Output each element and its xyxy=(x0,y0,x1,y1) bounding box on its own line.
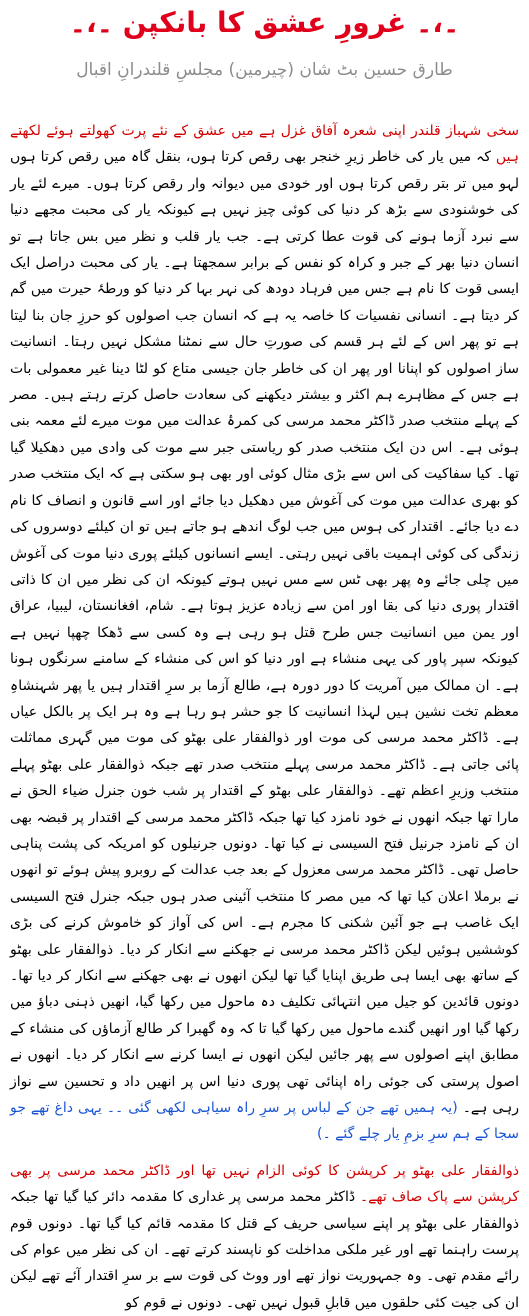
verse-quote: (یہ ہمیں تھے جن کے لباس پر سرِ راہ سیاہی لکھی گئی ۔۔ یہی داغ تھے جو سجا کے ہم سرِ بزمِ یار چلے گئے ۔) xyxy=(10,1100,519,1143)
paragraph-1-lead: سخی شہباز قلندر اپنی شعرہ آفاق غزل ہے میں عشق کے نئے پرت کھولتے ہوئے لکھتے ہیں xyxy=(10,123,520,166)
article-title: ۔،۔ غرورِ عشق کا بانکپن ۔،۔ xyxy=(69,6,460,39)
paragraph-2 xyxy=(10,1158,519,1316)
author-byline: طارق حسین بٹ شان (چیرمین) مجلسِ قلندرانِ اقبال xyxy=(76,60,453,80)
paragraph-divider xyxy=(10,1148,519,1158)
paragraph-2-lead: ذوالفقار علی بھٹو پر کرپشن کا کوئی الزام نہیں تھا اور ڈاکٹر محمد مرسی پر بھی کرپشن سے پاک صاف تھے۔ xyxy=(10,1162,519,1206)
paragraph-2-text: ڈاکٹر محمد مرسی پر غداری کا مقدمہ دائر کیا گیا تھا جبکہ ذوالفقار علی بھٹو پر اپنے سیاسی حریف کے قتل کا مقدمہ قائم کیا گیا تھا۔ دونوں قوم پرست راہنما تھے اور غیر ملکی مداخلت کو ناپسند کرتے تھے۔ ان کی نظر میں عوام کی رائے مقدم تھی۔ وہ جمہوریت نواز تھے اور ووٹ کی قوت سے بر سرِ اقتدار آئے تھے لیکن ان کی جیت کئی حلقوں میں قابلِ قبول نہیں تھی۔ دونوں نے قوم کو xyxy=(10,1189,519,1311)
paragraph-1 xyxy=(10,118,519,1148)
paragraph-1-text: کہ میں یار کی خاطر زیرِ خنجر بھی رقص کرتا ہوں، بنقل گاہ میں رقص کرتا ہوں لہو میں تر بتر رقص کرتا ہوں اور خودی میں دیوانہ وار رقص کرتا ہوں۔ میرے لئے یار کی خوشنودی سے بڑھ کر دنیا کی کوئی چیز نہیں ہے کیونکہ یار کی محبت مجھے دنیا سے نبرد آزما ہونے کی قوت عطا کرتی ہے۔ جب یار قلب و نظر میں بس جاتا ہے تو انسان دنیا بھر کے جبر و کراہ کو نفس کے برابر سمجھتا ہے۔ یار کی محبت دراصل ایک ایسی قوت کا نام ہے جس میں فرہاد دودھ کی نہر بہا کر دنیا کو ورطۂ حیرت میں گم کر دیتا ہے۔ انسانی نفسیات کا خاصہ یہ ہے کہ انسان جب اصولوں کو حرزِ جان بنا لیتا ہے تو پھر اس کے لئے ہر قسم کی صورتِ حال سے نمٹنا مشکل نہیں رہتا۔ انسانیت ساز اصولوں کو اپنانا اور پھر ان کی خاطر جان جیسی متاع کو لٹا دینا غیر معمولی بات ہے جس کے مظاہرے ہم اکثر و بیشتر دیکھنے کی سعادت حاصل کرتے رہتے ہیں۔ مصر کے پہلے منتخب صدر ڈاکٹر محمد مرسی کی کمرۂ عدالت میں موت میرے لئے معمہ بنی ہوئی ہے۔ اس دن ایک منتخب صدر کو ریاستی جبر سے موت کی وادی میں دھکیلا گیا تھا۔ کیا سفاکیت کی اس سے بڑی مثال کوئی اور بھی ہو سکتی ہے کہ ایک منتخب صدر کو بھری عدالت میں موت کی آغوش میں دھکیل دیا جائے اور اسے قانون و انصاف کا نام دے دیا جائے۔ اقتدار کی ہوس میں جب لوگ اندھے ہو جاتے ہیں تو ان کیلئے دوسروں کی زندگی کی کوئی اہمیت باقی نہیں رہتی۔ ایسے انسانوں کیلئے پوری دنیا موت کی آغوش میں چلی جائے وہ پھر بھی ٹس سے مس نہیں ہوتے کیونکہ ان کی نظر میں ان کا ذاتی اقتدار پوری دنیا کی بقا اور امن سے زیادہ عزیز ہوتا ہے۔ شام، افغانستان، لیبیا، عراق اور یمن میں انسانیت جس طرح قتل ہو رہی ہے وہ کسی سے ڈھکا چھپا نہیں ہے کیونکہ سپر پاور کی یہی منشاء ہے اور دنیا کو اس کی منشاء کے سامنے سرنگوں ہونا ہے۔ ان ممالک میں آمریت کا دور دورہ ہے، طالع آزما بر سرِ اقتدار ہیں یا پھر شہنشاہِ معظم تخت نشین ہیں لہذا انسانیت کا جو حشر ہو رہا ہے وہ ہر ایک پر بالکل عیاں ہے۔ ڈاکٹر محمد مرسی کی موت اور ذوالفقار علی بھٹو کی موت میں گہری مماثلت پائی جاتی ہے۔ ڈاکٹر محمد مرسی پہلے منتخب صدر تھے جبکہ ذوالفقار علی بھٹو پہلے منتخب وزیرِ اعظم تھے۔ ذوالفقار علی بھٹو کے اقتدار پر شب خون جنرل ضیاء الحق نے مارا تھا جبکہ انھوں نے خود نامزد کیا تھا جبکہ ڈاکٹر محمد مرسی کے اقتدار پر قبضہ بھی ان کے نامزد جرنیل فتح السیسی نے کیا تھا۔ دونوں جرنیلوں کو امریکہ کی پشت پناہی حاصل تھی۔ ڈاکٹر محمد مرسی معزول کے بعد جب عدالت کے روبرو پیش ہوئے تو انھوں نے برملا اعلان کیا تھا کہ میں مصر کا منتخب آئینی صدر ہوں جبکہ جنرل فتح السیسی ایک غاصب ہے جو آئین شکنی کا مجرم ہے۔ اس کی آواز کو خاموش کرنے کی بڑی کوششیں ہوئیں لیکن ڈاکٹر محمد مرسی نے جھکنے سے انکار کر دیا۔ ذوالفقار علی بھٹو کے ساتھ بھی ایسا ہی طریق اپنایا گیا تھا لیکن انھوں نے بھی جھکنے سے انکار کر دیا تھا۔ دونوں قائدین کو جیل میں انتہائی تکلیف دہ ماحول میں رکھا گیا، انھیں ذہنی دباؤ میں رکھا گیا اور انھیں گندے ماحول میں رکھا گیا تا کہ وہ گھبرا کر طالع آزماؤں کی منشاء کے مطابق اپنے اصولوں سے پھر جائیں لیکن انھوں نے ایسا کرنے سے انکار کر دیا۔ انھوں نے اصول پرستی کی جوئی راہ اپنائی تھی پوری دنیا اس پر انھیں داد و تحسین سے نواز رہی ہے۔ xyxy=(10,149,519,1117)
article-body xyxy=(10,118,519,1316)
